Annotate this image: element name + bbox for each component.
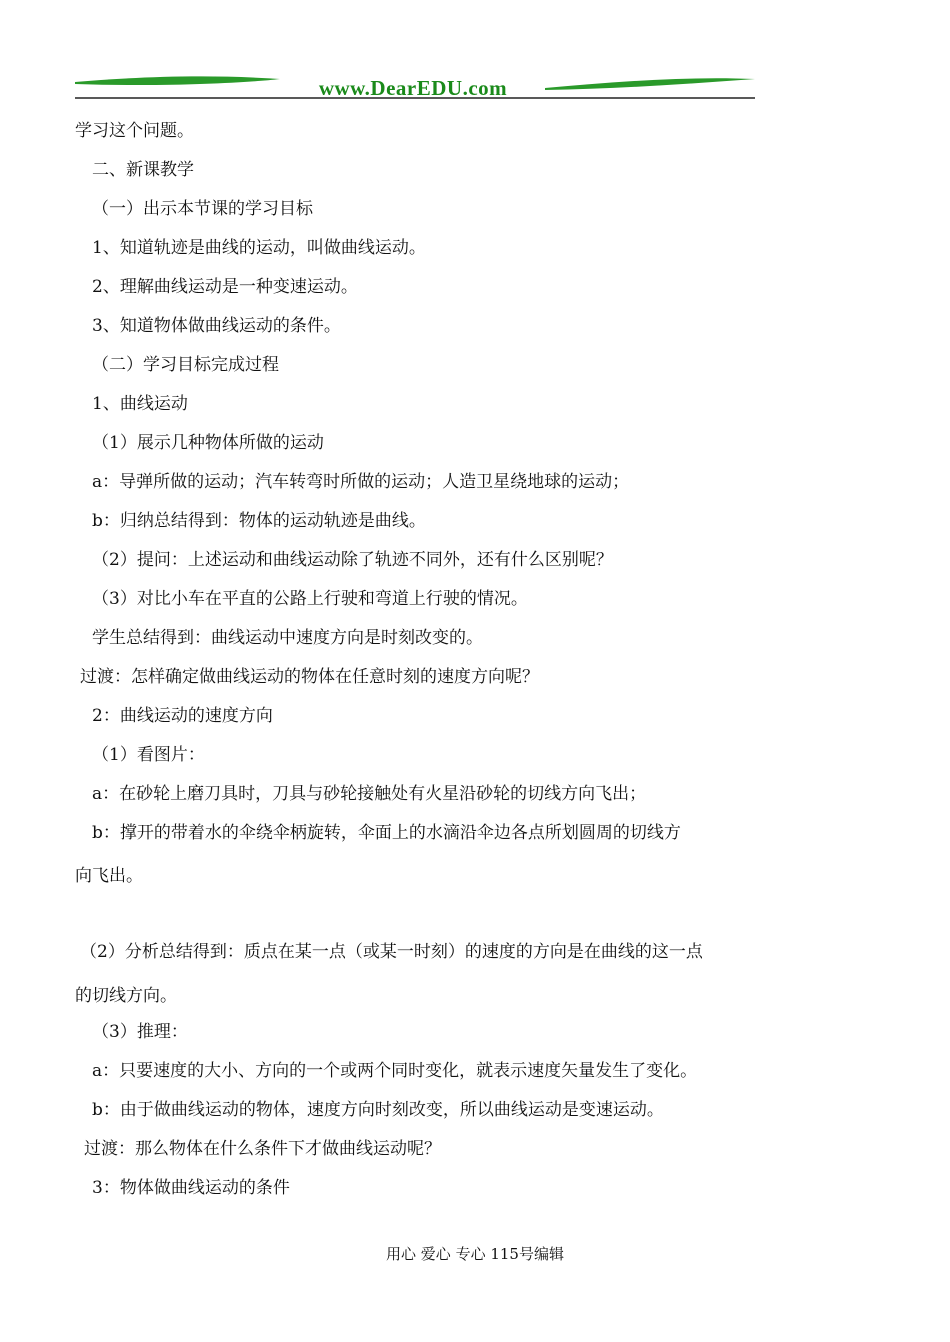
page-footer: 用心 爱心 专心 115号编辑 bbox=[386, 1245, 564, 1263]
text-line: （1）看图片： bbox=[92, 745, 205, 765]
text-line: （3）推理： bbox=[92, 1022, 188, 1042]
page-header bbox=[75, 70, 755, 100]
text-line: 1、曲线运动 bbox=[92, 394, 188, 414]
text-line: a：导弹所做的运动；汽车转弯时所做的运动；人造卫星绕地球的运动； bbox=[92, 472, 630, 492]
text-line: b：撑开的带着水的伞绕伞柄旋转，伞面上的水滴沿伞边各点所划圆周的切线方 bbox=[92, 823, 681, 843]
text-line: b：由于做曲线运动的物体，速度方向时刻改变，所以曲线运动是变速运动。 bbox=[92, 1100, 664, 1120]
text-line: 学习这个问题。 bbox=[75, 121, 194, 141]
text-line: 过渡：怎样确定做曲线运动的物体在任意时刻的速度方向呢？ bbox=[80, 667, 539, 687]
subsection-heading: （一）出示本节课的学习目标 bbox=[92, 199, 313, 219]
text-line: 2：曲线运动的速度方向 bbox=[92, 706, 273, 726]
text-line: 的切线方向。 bbox=[75, 986, 177, 1006]
text-line: a：只要速度的大小、方向的一个或两个同时变化，就表示速度矢量发生了变化。 bbox=[92, 1061, 698, 1081]
subsection-heading: （二）学习目标完成过程 bbox=[92, 355, 279, 375]
text-line: （2）提问：上述运动和曲线运动除了轨迹不同外，还有什么区别呢？ bbox=[92, 550, 613, 570]
text-line: 学生总结得到：曲线运动中速度方向是时刻改变的。 bbox=[92, 628, 483, 648]
text-line: 向飞出。 bbox=[75, 866, 143, 886]
list-item: 1、知道轨迹是曲线的运动，叫做曲线运动。 bbox=[92, 238, 426, 258]
site-logo-text: www.DearEDU.com bbox=[318, 76, 508, 100]
text-line: （3）对比小车在平直的公路上行驶和弯道上行驶的情况。 bbox=[92, 589, 528, 609]
text-line: （1）展示几种物体所做的运动 bbox=[92, 433, 324, 453]
section-heading: 二、新课教学 bbox=[92, 160, 194, 180]
text-line: b：归纳总结得到：物体的运动轨迹是曲线。 bbox=[92, 511, 426, 531]
text-line: a：在砂轮上磨刀具时，刀具与砂轮接触处有火星沿砂轮的切线方向飞出； bbox=[92, 784, 647, 804]
list-item: 2、理解曲线运动是一种变速运动。 bbox=[92, 277, 358, 297]
list-item: 3、知道物体做曲线运动的条件。 bbox=[92, 316, 341, 336]
text-line: （2）分析总结得到：质点在某一点（或某一时刻）的速度的方向是在曲线的这一点 bbox=[80, 942, 703, 962]
text-line: 3：物体做曲线运动的条件 bbox=[92, 1178, 290, 1198]
text-line: 过渡：那么物体在什么条件下才做曲线运动呢？ bbox=[84, 1139, 441, 1159]
